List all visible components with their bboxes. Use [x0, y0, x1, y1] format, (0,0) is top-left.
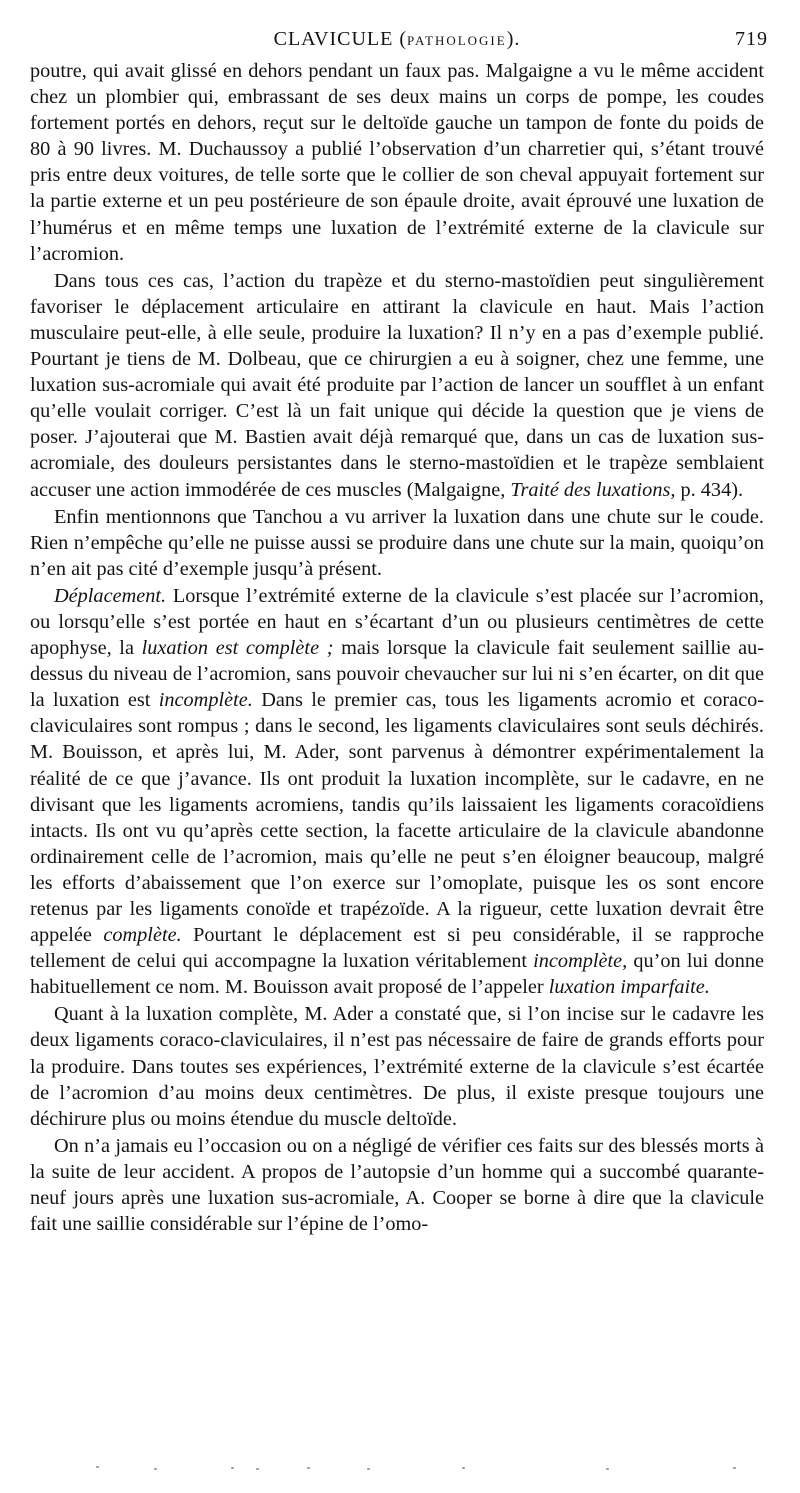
text-run: Dans le premier cas, tous les ligaments acromio et coraco-claviculaires sont rompus ; dans le second, les ligaments claviculaires sont seuls déchirés. M. Bouisson, et après lui, M. Ader, sont parvenus à démontrer expérimentalement la réalité de ce que j’avance. Ils ont produit la luxation incomplète, sur le cadavre, en ne divisant que les ligaments acromiens, tandis qu’ils laissaient les ligaments coracoïdiens intacts. Ils ont vu qu’après cette section, la facette articulaire de la clavicule abandonne ordinairement celle de l’acromion, mais qu’elle ne peut s’en éloigner beaucoup, malgré les efforts d’abaissement que l’on exerce sur l’omoplate, puisque les os sont encore retenus par les ligaments conoïde et trapézoïde. A la rigueur, cette luxation devrait être appelée [30, 689, 764, 947]
paragraph-6 [30, 1133, 764, 1237]
scan-specks [0, 1462, 800, 1474]
italic-text: incomplète. [158, 689, 253, 712]
text-run: p. 434). [675, 478, 744, 501]
running-title-main: CLAVICULE ( [273, 28, 408, 50]
speck-mark [367, 1468, 370, 1470]
text-run: Dans tous ces cas, l’action du trapèze et du sterno-mastoïdien peut singulièrement favoriser le déplacement articulaire en attirant la clavicule en haut. Mais l’action musculaire peut-elle, à elle seule, produire la luxation? Il n’y en a pas d’exemple publié. Pourtant je tiens de M. Dolbeau, que ce chirurgien a eu à soigner, chez une femme, une luxation sus-acromiale qui avait été produite par l’action de lancer un soufflet à un enfant qu’elle voulait corriger. C’est là un fait unique qui décide la question que je viens de poser. J’ajouterai que M. Bastien avait déjà remarqué que, dans un cas de luxation sus-acromiale, des douleurs persistantes dans le sterno-mastoïdien et le trapèze semblaient accuser une action immodérée de ces muscles (Malgaigne, [30, 269, 764, 501]
paragraph-1 [30, 58, 764, 267]
paragraph-4 [30, 583, 764, 1001]
text-run: Pourtant le déplacement est si peu considérable, il se rapproche tellement de celui qui accompagne la luxation véritablement [30, 924, 764, 973]
running-title-subtitle: PATHOLOGIE [407, 33, 507, 48]
text-run: qu’on lui donne habituellement ce nom. M. Bouisson avait proposé de l’appeler [30, 950, 764, 999]
text-run: poutre, qui avait glissé en dehors pendant un faux pas. Malgaigne a vu le même accident chez un plombier qui, embrassant de ses deux mains un corps de pompe, les coudes fortement portés en dehors, reçut sur le deltoïde gauche un tampon de fonte du poids de 80 à 90 livres. M. Duchaussoy a publié l’observation d’un charretier qui, s’étant trouvé pris entre deux voitures, de telle sorte que le collier de son cheval appuyait fortement sur la partie externe et un peu postérieure de son épaule droite, avait éprouvé une luxation de l’humérus et en même temps une luxation de l’extrémité externe de la clavicule sur l’acromion. [30, 60, 764, 265]
italic-text: luxation imparfaite. [548, 976, 710, 999]
running-header [30, 28, 768, 58]
running-title-end: ). [506, 28, 521, 50]
speck-mark [733, 1467, 736, 1469]
text-run: On n’a jamais eu l’occasion ou on a négligé de vérifier ces faits sur des blessés morts à la suite de leur accident. A propos de l’autopsie d’un homme qui a succombé quarante-neuf jours après une luxation sus-acromiale, A. Cooper se borne à dire que la clavicule fait une saillie considérable sur l’épine de l’omo- [30, 1134, 764, 1236]
speck-mark [154, 1468, 157, 1470]
speck-mark [256, 1468, 259, 1470]
running-title [30, 28, 764, 51]
italic-text: Déplacement. [54, 584, 167, 607]
text-run: mais lorsque la clavicule fait seulement saillie au-dessus du niveau de l’acromion, sans pouvoir chevaucher sur lui ni s’en écarter, on dit que la luxation est [30, 637, 764, 712]
italic-text: incomplète, [533, 950, 628, 973]
speck-mark [96, 1466, 99, 1468]
speck-mark [231, 1467, 234, 1469]
paragraph-2 [30, 268, 764, 503]
italic-text: luxation est complète ; [141, 637, 334, 660]
book-page [30, 28, 768, 1237]
speck-mark [606, 1468, 609, 1470]
paragraph-5 [30, 1001, 764, 1131]
body-text [30, 58, 764, 1237]
speck-mark [462, 1467, 465, 1469]
text-run: Enfin mentionnons que Tanchou a vu arriver la luxation dans une chute sur le coude. Rien n’empêche qu’elle ne puisse aussi se produire dans une chute sur la main, quoiqu’on n’en ait pas cité d’exemple jusqu’à présent. [30, 505, 764, 580]
italic-text: complète. [103, 924, 182, 947]
page-number: 719 [735, 28, 768, 50]
text-run: Quant à la luxation complète, M. Ader a constaté que, si l’on incise sur le cadavre les deux ligaments coraco-claviculaires, il n’est pas nécessaire de faire de grands efforts pour la produire. Dans toutes ses expériences, l’extrémité externe de la clavicule s’est écartée de l’acromion d’au moins deux centimètres. De plus, il existe presque toujours une déchirure plus ou moins étendue du muscle deltoïde. [30, 1003, 764, 1130]
paragraph-3 [30, 504, 764, 582]
text-run: Lorsque l’extrémité externe de la clavicule s’est placée sur l’acromion, ou lorsqu’elle s’est portée en haut en s’écartant d’un ou plusieurs centimètres de cette apophyse, la [30, 584, 764, 660]
italic-text: Traité des luxations, [510, 478, 676, 501]
speck-mark [307, 1467, 310, 1469]
